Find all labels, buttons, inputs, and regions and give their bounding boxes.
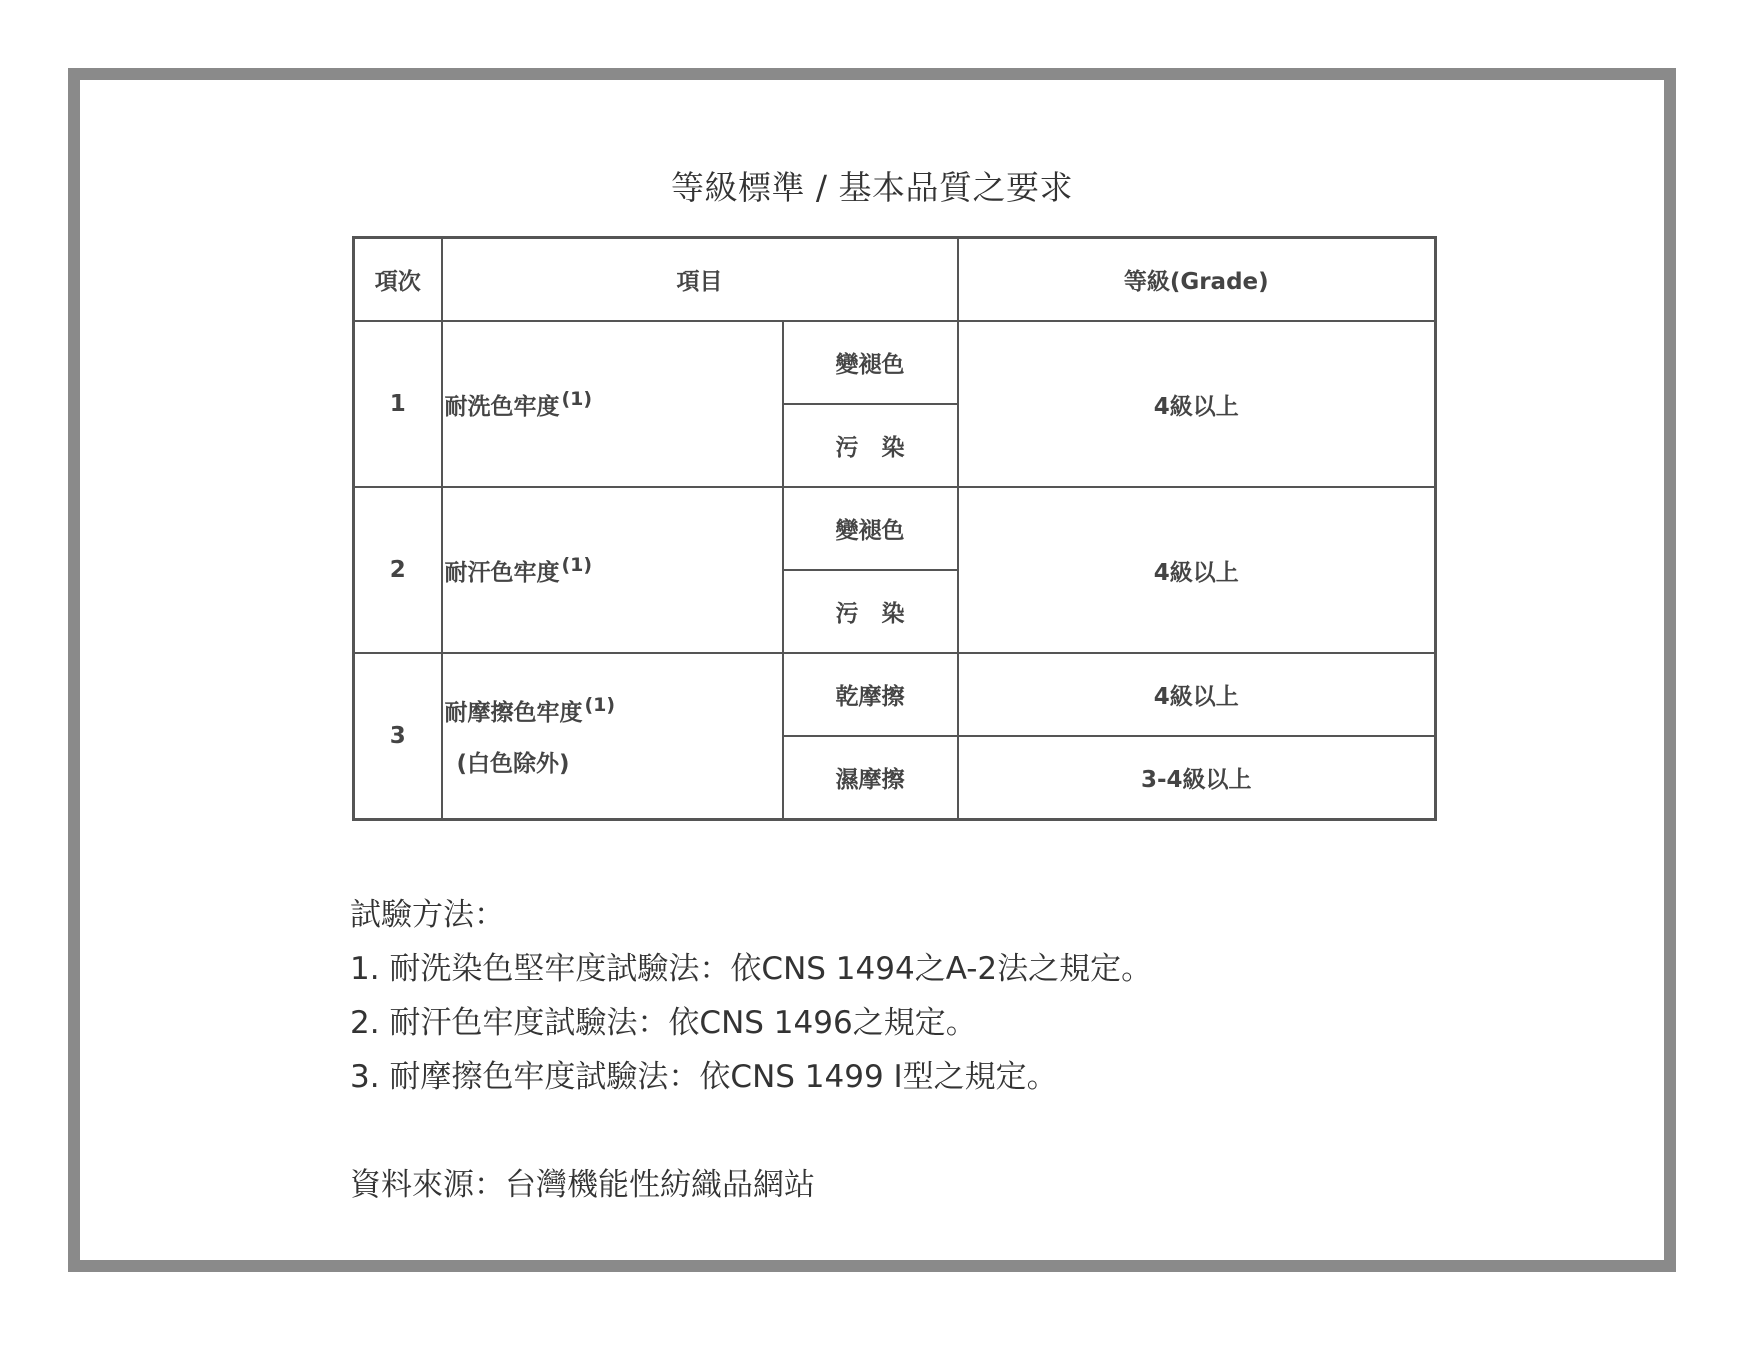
row-grade: 3-4級以上 [958,736,1436,820]
row-grade: 4級以上 [958,653,1436,736]
row-no: 1 [354,321,442,487]
item-label: 耐摩擦色牢度 [444,700,583,726]
sub-item: 變褪色 [783,321,958,404]
row-no: 2 [354,487,442,653]
sub-item: 變褪色 [783,487,958,570]
footnote-mark: (1) [561,553,593,576]
row-item [442,653,783,820]
row-item [442,487,783,653]
item-label: 耐汗色牢度 [444,559,560,586]
table-row [354,653,1436,736]
table-row [354,321,1436,404]
footnote-mark: (1) [584,694,616,716]
table-header-row [354,238,1436,322]
header-grade: 等級(Grade) [958,238,1436,322]
table-row [354,487,1436,570]
item-label: 耐洗色牢度 [444,393,560,420]
method-line: 1. 耐洗染色堅牢度試驗法：依CNS 1494之A-2法之規定。 [350,951,1153,987]
row-item [442,321,783,487]
header-no: 項次 [354,238,442,322]
page-title: 等級標準 / 基本品質之要求 [670,168,1074,207]
method-line: 2. 耐汗色牢度試驗法：依CNS 1496之規定。 [350,1005,977,1041]
item-note: (白色除外) [456,751,570,777]
row-grade: 4級以上 [958,321,1436,487]
row-no: 3 [354,653,442,820]
method-line: 3. 耐摩擦色牢度試驗法：依CNS 1499 I型之規定。 [350,1059,1058,1095]
row-grade: 4級以上 [958,487,1436,653]
header-item: 項目 [442,238,958,322]
footnote-mark: (1) [561,387,593,410]
sub-item: 乾摩擦 [783,653,958,736]
test-methods [350,888,1152,1212]
sub-item: 濕摩擦 [783,736,958,820]
sub-item: 污 染 [783,404,958,487]
data-source: 資料來源：台灣機能性紡織品網站 [350,1167,815,1203]
content-frame [68,68,1676,1272]
methods-heading: 試驗方法： [350,897,505,933]
sub-item: 污 染 [783,570,958,653]
grade-standard-table [352,236,1437,821]
